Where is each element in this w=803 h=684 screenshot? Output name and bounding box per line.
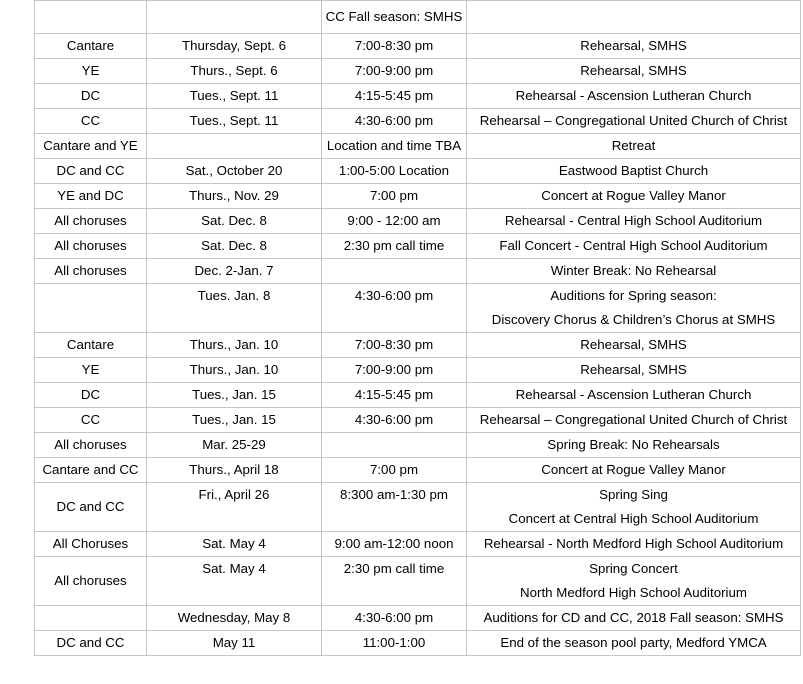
event-line: Rehearsal - Central High School Auditorium — [504, 213, 763, 228]
group-cell — [35, 284, 147, 333]
table-row — [35, 284, 801, 333]
date-cell: Tues., Sept. 11 — [147, 84, 322, 109]
event-line: Spring Break: No Rehearsals — [547, 437, 720, 452]
schedule-body — [35, 1, 801, 656]
event-cell — [467, 433, 801, 458]
table-row — [35, 34, 801, 59]
event-cell — [467, 631, 801, 656]
event-cell — [467, 184, 801, 209]
time-cell: 9:00 - 12:00 am — [322, 209, 467, 234]
event-line: Rehearsal, SMHS — [580, 362, 687, 377]
event-line: Auditions for CD and CC, 2018 Fall season: SMHS — [483, 610, 784, 625]
event-line: Rehearsal - Ascension Lutheran Church — [515, 88, 752, 103]
group-cell: Cantare — [35, 333, 147, 358]
event-cell — [467, 209, 801, 234]
event-line: Spring Sing — [599, 487, 668, 502]
table-row — [35, 383, 801, 408]
schedule-table — [34, 0, 801, 656]
table-row — [35, 234, 801, 259]
group-cell: DC and CC — [35, 159, 147, 184]
time-cell: 4:15-5:45 pm — [322, 84, 467, 109]
date-cell: Thursday, Sept. 6 — [147, 34, 322, 59]
date-cell: Tues., Jan. 15 — [147, 408, 322, 433]
event-line: Concert at Rogue Valley Manor — [541, 188, 726, 203]
date-cell: Tues., Sept. 11 — [147, 109, 322, 134]
group-cell: DC — [35, 383, 147, 408]
group-cell: CC — [35, 408, 147, 433]
group-cell: All Choruses — [35, 532, 147, 557]
event-cell — [467, 408, 801, 433]
event-line: Rehearsal - Ascension Lutheran Church — [515, 387, 752, 402]
group-cell: YE — [35, 358, 147, 383]
time-cell: 7:00 pm — [322, 458, 467, 483]
time-cell: 7:00-9:00 pm — [322, 358, 467, 383]
event-cell — [467, 134, 801, 159]
time-cell — [322, 433, 467, 458]
group-cell: CC — [35, 109, 147, 134]
event-cell — [467, 557, 801, 606]
event-cell — [467, 84, 801, 109]
event-cell — [467, 333, 801, 358]
time-cell: 2:30 pm call time — [322, 557, 467, 606]
date-cell: Sat. May 4 — [147, 557, 322, 606]
date-cell: Sat. Dec. 8 — [147, 209, 322, 234]
date-cell: Fri., April 26 — [147, 483, 322, 532]
time-cell: 7:00-8:30 pm — [322, 34, 467, 59]
table-row — [35, 109, 801, 134]
date-cell: Thurs., April 18 — [147, 458, 322, 483]
time-cell: CC Fall season: SMHS — [322, 1, 467, 34]
date-cell: Dec. 2-Jan. 7 — [147, 259, 322, 284]
event-line: Rehearsal - North Medford High School Auditorium — [483, 536, 784, 551]
date-cell: Sat. Dec. 8 — [147, 234, 322, 259]
group-cell — [35, 606, 147, 631]
group-cell: DC and CC — [35, 631, 147, 656]
event-line: Eastwood Baptist Church — [558, 163, 709, 178]
event-cell — [467, 109, 801, 134]
date-cell: Wednesday, May 8 — [147, 606, 322, 631]
group-cell: DC and CC — [35, 483, 147, 532]
event-cell — [467, 483, 801, 532]
event-line: Rehearsal – Congregational United Church of Christ — [479, 113, 788, 128]
event-line: Concert at Central High School Auditorium — [508, 511, 759, 526]
time-cell: 7:00-8:30 pm — [322, 333, 467, 358]
time-cell: 8:300 am-1:30 pm — [322, 483, 467, 532]
event-cell — [467, 34, 801, 59]
time-cell: 7:00 pm — [322, 184, 467, 209]
table-row — [35, 159, 801, 184]
date-cell: Thurs., Sept. 6 — [147, 59, 322, 84]
table-row — [35, 59, 801, 84]
date-cell — [147, 134, 322, 159]
table-row — [35, 532, 801, 557]
group-cell: All choruses — [35, 557, 147, 606]
event-cell — [467, 234, 801, 259]
event-line: Spring Concert — [589, 561, 678, 576]
event-cell — [467, 259, 801, 284]
date-cell: Thurs., Nov. 29 — [147, 184, 322, 209]
date-cell — [147, 1, 322, 34]
date-cell: Thurs., Jan. 10 — [147, 333, 322, 358]
table-row — [35, 433, 801, 458]
time-cell: Location and time TBA — [322, 134, 467, 159]
group-cell: Cantare and YE — [35, 134, 147, 159]
event-line: Fall Concert - Central High School Auditorium — [499, 238, 768, 253]
date-cell: Sat., October 20 — [147, 159, 322, 184]
event-line: End of the season pool party, Medford YMCA — [500, 635, 767, 650]
event-cell — [467, 606, 801, 631]
event-line: Discovery Chorus & Children’s Chorus at SMHS — [491, 312, 776, 327]
group-cell: DC — [35, 84, 147, 109]
time-cell: 4:30-6:00 pm — [322, 606, 467, 631]
date-cell: Sat. May 4 — [147, 532, 322, 557]
group-cell: All choruses — [35, 433, 147, 458]
group-cell: All choruses — [35, 259, 147, 284]
group-cell: All choruses — [35, 234, 147, 259]
date-cell: Tues., Jan. 15 — [147, 383, 322, 408]
time-cell: 1:00-5:00 Location — [322, 159, 467, 184]
event-line: Rehearsal – Congregational United Church of Christ — [479, 412, 788, 427]
event-cell — [467, 159, 801, 184]
table-row — [35, 458, 801, 483]
date-cell: May 11 — [147, 631, 322, 656]
group-cell: All choruses — [35, 209, 147, 234]
table-row — [35, 209, 801, 234]
date-cell: Mar. 25-29 — [147, 433, 322, 458]
table-row — [35, 84, 801, 109]
table-row — [35, 358, 801, 383]
table-row — [35, 408, 801, 433]
event-line: Rehearsal, SMHS — [580, 63, 687, 78]
event-cell — [467, 284, 801, 333]
table-row — [35, 483, 801, 532]
event-line: Retreat — [611, 138, 656, 153]
group-cell: YE and DC — [35, 184, 147, 209]
group-cell: YE — [35, 59, 147, 84]
schedule-sheet — [34, 0, 801, 656]
time-cell: 4:30-6:00 pm — [322, 408, 467, 433]
event-cell — [467, 383, 801, 408]
table-row — [35, 1, 801, 34]
time-cell: 9:00 am-12:00 noon — [322, 532, 467, 557]
table-row — [35, 557, 801, 606]
time-cell — [322, 259, 467, 284]
event-cell — [467, 59, 801, 84]
event-line: North Medford High School Auditorium — [520, 585, 747, 600]
group-cell — [35, 1, 147, 34]
event-cell — [467, 532, 801, 557]
time-cell: 7:00-9:00 pm — [322, 59, 467, 84]
table-row — [35, 184, 801, 209]
event-line: Rehearsal, SMHS — [580, 337, 687, 352]
time-cell: 2:30 pm call time — [322, 234, 467, 259]
event-line: Winter Break: No Rehearsal — [550, 263, 717, 278]
event-line: Concert at Rogue Valley Manor — [541, 462, 726, 477]
table-row — [35, 606, 801, 631]
event-cell — [467, 358, 801, 383]
date-cell: Tues. Jan. 8 — [147, 284, 322, 333]
event-line: Auditions for Spring season: — [550, 288, 717, 303]
time-cell: 4:15-5:45 pm — [322, 383, 467, 408]
table-row — [35, 259, 801, 284]
date-cell: Thurs., Jan. 10 — [147, 358, 322, 383]
time-cell: 11:00-1:00 — [322, 631, 467, 656]
time-cell: 4:30-6:00 pm — [322, 109, 467, 134]
time-cell: 4:30-6:00 pm — [322, 284, 467, 333]
table-row — [35, 333, 801, 358]
table-row — [35, 134, 801, 159]
event-cell — [467, 1, 801, 34]
group-cell: Cantare — [35, 34, 147, 59]
group-cell: Cantare and CC — [35, 458, 147, 483]
table-row — [35, 631, 801, 656]
event-line: Rehearsal, SMHS — [580, 38, 687, 53]
event-cell — [467, 458, 801, 483]
